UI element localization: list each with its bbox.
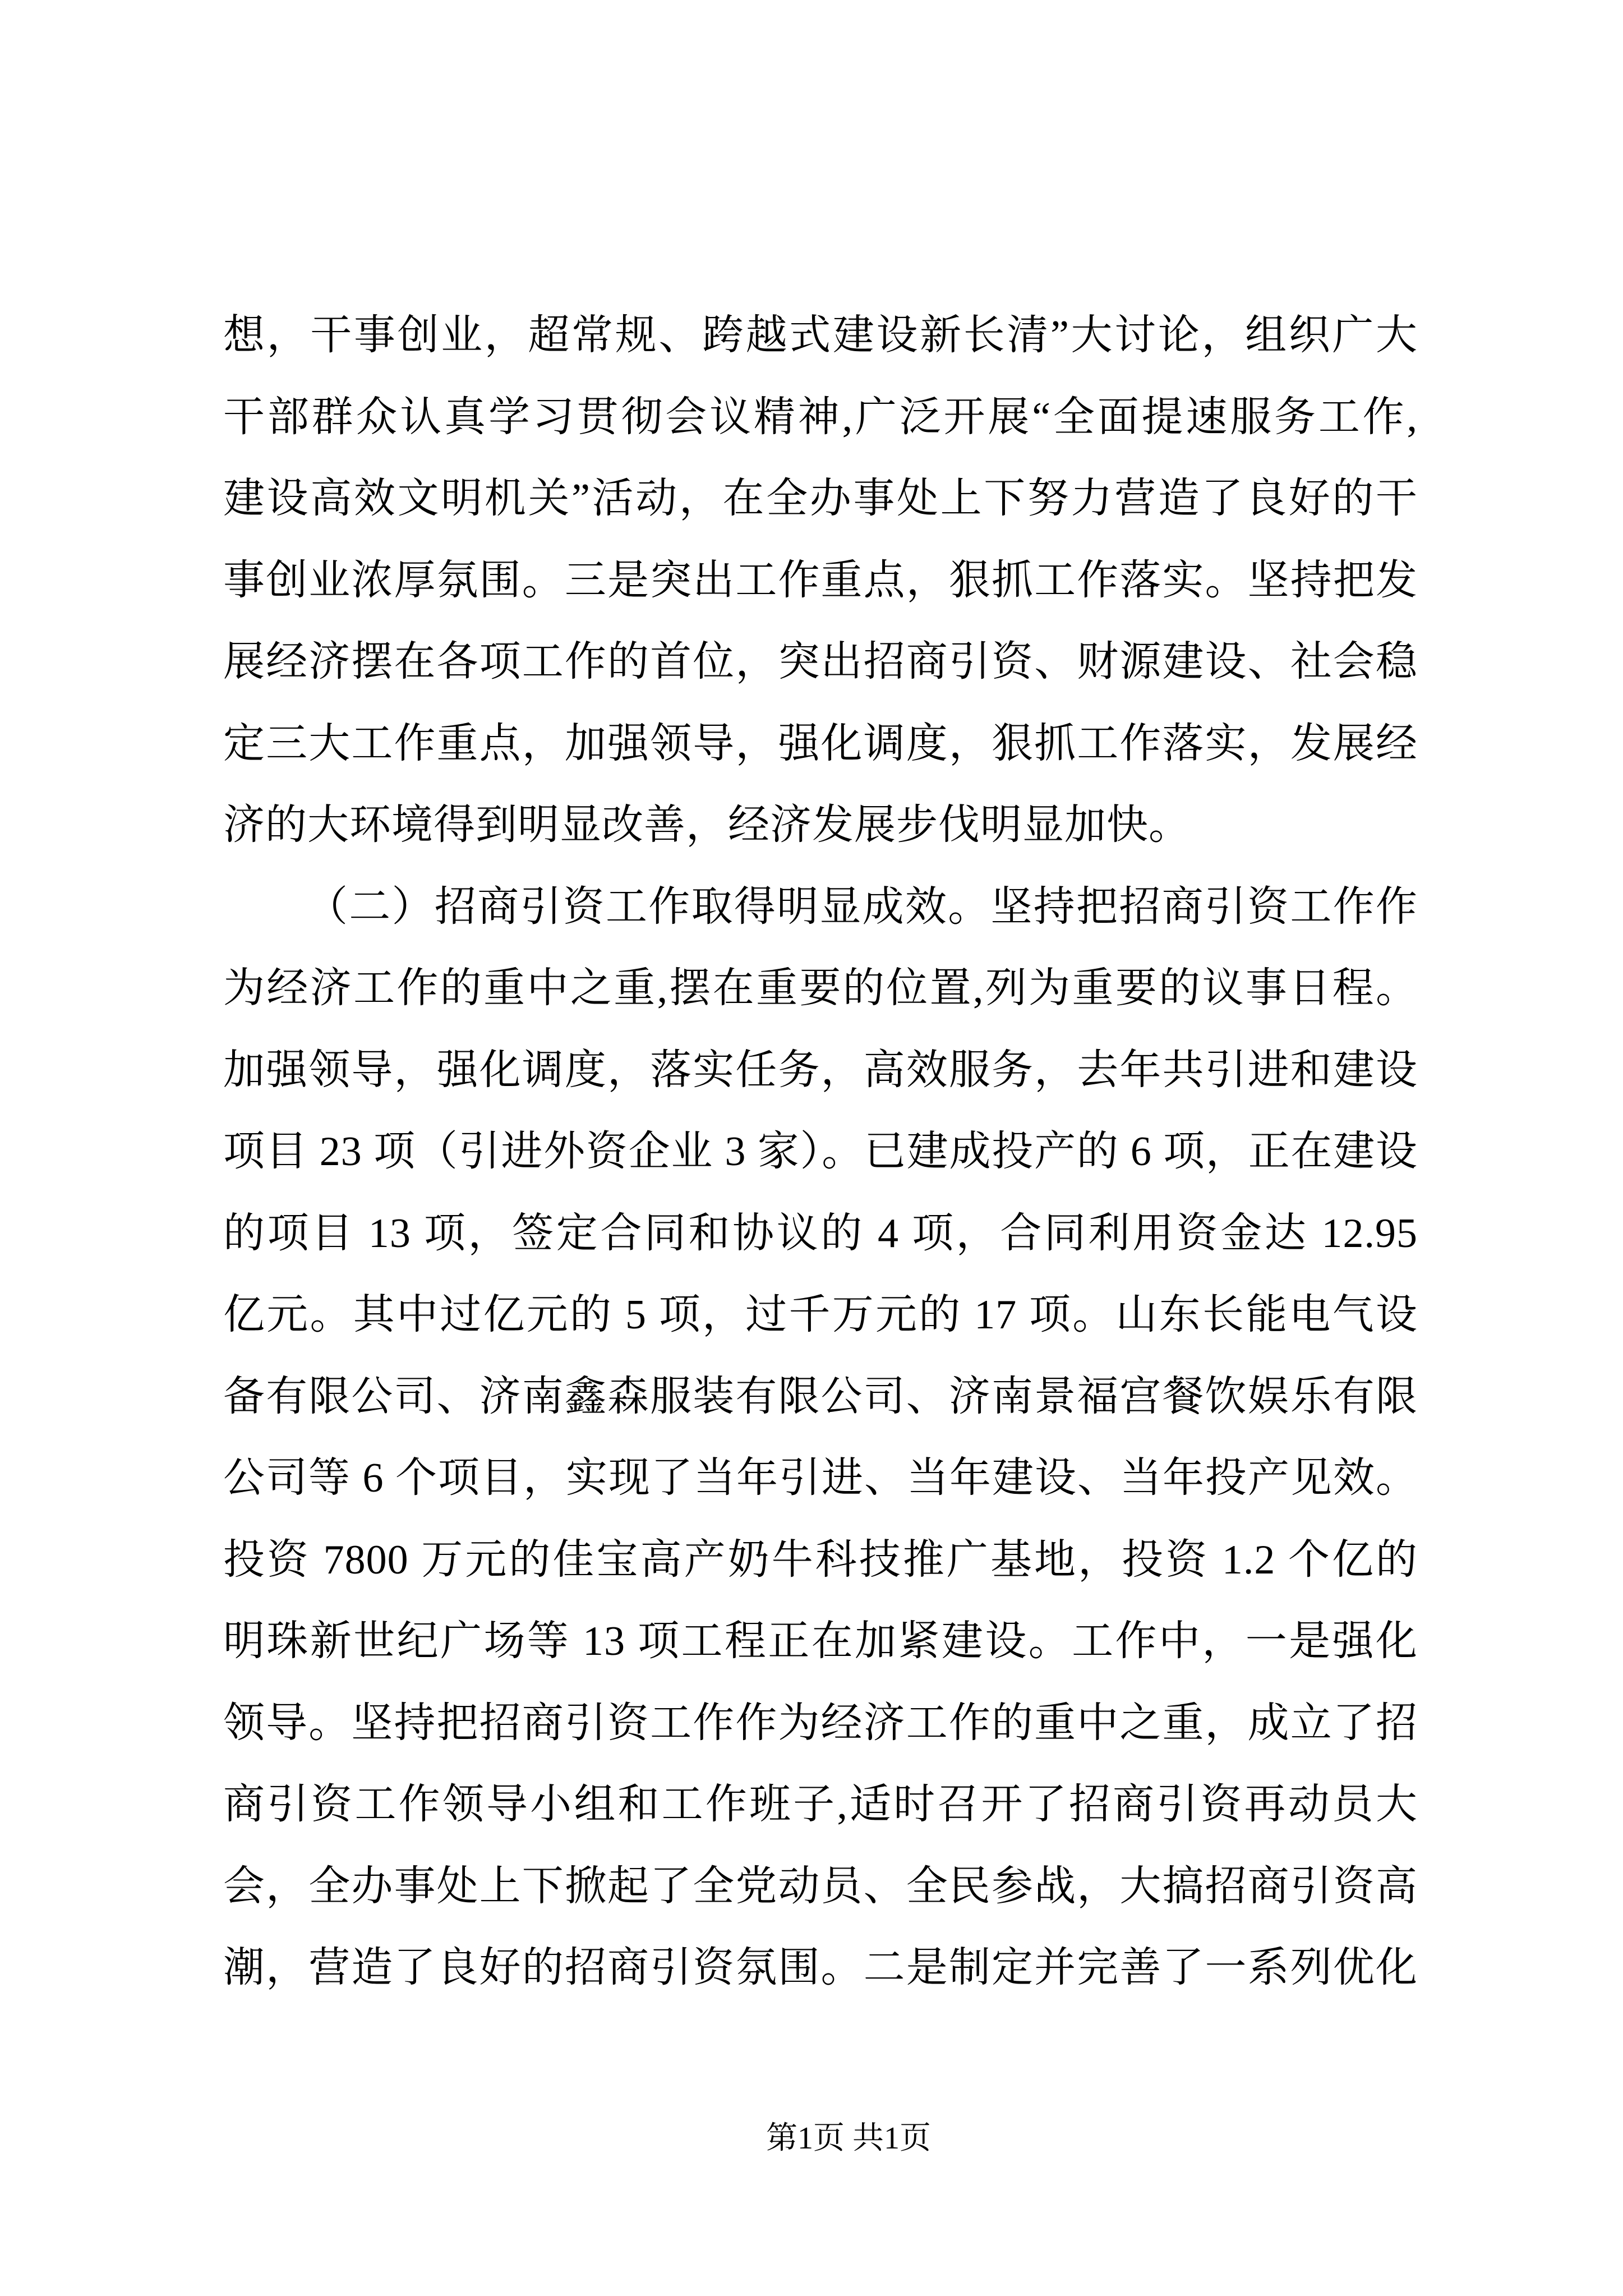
document-body xyxy=(223,295,1418,2009)
text-line: 干部群众认真学习贯彻会议精神,广泛开展“全面提速服务工作, xyxy=(223,394,1418,440)
text-line: 的项目 13 项，签定合同和协议的 4 项，合同利用资金达 12.95 xyxy=(223,1210,1418,1257)
text-line: 亿元。其中过亿元的 5 项，过千万元的 17 项。山东长能电气设 xyxy=(223,1292,1418,1338)
text-line: 建设高效文明机关”活动，在全办事处上下努力营造了良好的干 xyxy=(223,476,1418,522)
text-line: 潮，营造了良好的招商引资氛围。二是制定并完善了一系列优化 xyxy=(223,1945,1418,1991)
text-line: 加强领导，强化调度，落实任务，高效服务，去年共引进和建设 xyxy=(223,1047,1418,1093)
text-line: 公司等 6 个项目，实现了当年引进、当年建设、当年投产见效。 xyxy=(223,1455,1418,1501)
text-line: 济的大环境得到明显改善，经济发展步伐明显加快。 xyxy=(223,802,1191,848)
text-line: 定三大工作重点，加强领导，强化调度，狠抓工作落实，发展经 xyxy=(223,720,1418,767)
text-line: （二）招商引资工作取得明显成效。坚持把招商引资工作作 xyxy=(306,884,1418,930)
text-line: 事创业浓厚氛围。三是突出工作重点，狠抓工作落实。坚持把发 xyxy=(223,557,1418,604)
text-line: 领导。坚持把招商引资工作作为经济工作的重中之重，成立了招 xyxy=(223,1700,1418,1746)
text-line: 明珠新世纪广场等 13 项工程正在加紧建设。工作中，一是强化 xyxy=(223,1618,1418,1664)
page-footer: 第1页 共1页 xyxy=(766,2121,931,2156)
text-line: 投资 7800 万元的佳宝高产奶牛科技推广基地，投资 1.2 个亿的 xyxy=(223,1536,1418,1583)
text-line: 商引资工作领导小组和工作班子,适时召开了招商引资再动员大 xyxy=(223,1782,1418,1828)
text-line: 会，全办事处上下掀起了全党动员、全民参战，大搞招商引资高 xyxy=(223,1863,1418,1910)
text-line: 为经济工作的重中之重,摆在重要的位置,列为重要的议事日程。 xyxy=(223,965,1418,1011)
text-line: 备有限公司、济南鑫森服装有限公司、济南景福宫餐饮娱乐有限 xyxy=(223,1373,1418,1420)
text-line: 想，干事创业，超常规、跨越式建设新长清”大讨论，组织广大 xyxy=(223,312,1418,358)
text-line: 项目 23 项（引进外资企业 3 家）。已建成投产的 6 项，正在建设 xyxy=(223,1129,1418,1175)
text-line: 展经济摆在各项工作的首位，突出招商引资、财源建设、社会稳 xyxy=(223,639,1418,685)
